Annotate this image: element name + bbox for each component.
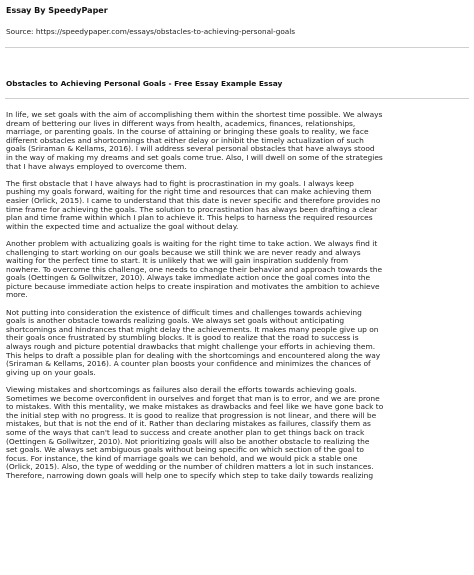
text-line: the initial step with no progress. It is good to realize that progression is not linear, and there will be	[6, 411, 377, 420]
text-line: waiting for the perfect time to start. It is unlikely that we will gain inspiration suddenly from	[6, 257, 349, 266]
text-line: picture because immediate action helps to create inspiration and motivates the ambition to achieve	[6, 282, 380, 291]
text-line: nowhere. To overcome this challenge, one needs to change their behavior and approach towards the	[6, 265, 383, 274]
text-line: shortcomings and hindrances that might delay the achievements. It makes many people give up on	[6, 325, 379, 334]
text-line: pushing my goals forward, waiting for the right time and resources that can make achieving them	[6, 188, 372, 197]
essay-title: Obstacles to Achieving Personal Goals - Free Essay Example Essay	[6, 79, 283, 88]
text-line: The first obstacle that I have always had to fight is procrastination in my goals. I always keep	[6, 179, 354, 188]
text-line: Viewing mistakes and shortcomings as failures also derail the efforts towards achieving goals.	[6, 386, 357, 394]
text-line: goals (Oettingen & Gollwitzer, 2010). Always take immediate action once the goal comes into the	[6, 274, 371, 283]
text-line: more.	[6, 291, 28, 300]
text-line: (Sriraman & Kellams, 2016). A counter plan boosts your confidence and minimizes the chances of	[6, 360, 371, 369]
text-line: easier (Orlick, 2015). I came to understand that this date is never specific and therefore provides no	[6, 196, 381, 205]
text-line: time frame for achieving the goals. The solution to procrastination has always been drafting a clear	[6, 205, 378, 214]
text-line: within the expected time and actualize the goal without delay.	[6, 222, 239, 231]
title-divider	[5, 98, 469, 99]
text-line: in the way of making my dreams and set goals come true. Also, I will dwell on some of the strategies	[6, 153, 383, 162]
text-line: plan and time frame within which I plan to achieve it. This helps to harness the required resources	[6, 214, 373, 223]
text-line: always rough and picture potential drawbacks that might challenge your efforts in achieving them.	[6, 343, 376, 352]
text-line: challenging to start working on our goals because we still think we are never ready and always	[6, 248, 361, 257]
text-line: giving up on your goals.	[6, 368, 96, 377]
paragraph	[6, 309, 470, 378]
text-line: goals (Sriraman & Kellams, 2016). I will address several personal obstacles that have always stood	[6, 145, 375, 154]
text-line: (Orlick, 2015). Also, the type of wedding or the number of children matters a lot in such instances.	[6, 463, 374, 472]
text-line: focus. For instance, the kind of marriage goals we can behold, and we would pick a stable one	[6, 454, 358, 463]
text-line: (Oettingen & Gollwitzer, 2010). Not prioritizing goals will also be another obstacle to realizing the	[6, 437, 370, 446]
text-line: their goals once frustrated by stumbling blocks. It is good to realize that the road to success is	[6, 334, 359, 343]
text-line: This helps to draft a possible plan for dealing with the shortcomings and encountered along the way	[6, 351, 381, 360]
paragraph	[6, 386, 470, 481]
text-line: mistakes, but that is not the end of it. Rather than declaring mistakes as failures, classify them as	[6, 420, 371, 429]
top-divider	[5, 47, 469, 48]
text-line: In life, we set goals with the aim of accomplishing them within the shortest time possible. We always	[6, 111, 383, 119]
essay-by-label: Essay By SpeedyPaper	[6, 6, 108, 15]
text-line: marriage, or parenting goals. In the course of attaining or bringing these goals to reality, we face	[6, 128, 369, 137]
paragraph	[6, 111, 470, 171]
text-line: Sometimes we become overconfident in ourselves and forget that man is to error, and we are prone	[6, 394, 380, 403]
text-line: goals is another obstacle towards realizing goals. We always set goals without anticipating	[6, 317, 345, 326]
paragraph	[6, 180, 470, 232]
text-line: Therefore, narrowing down goals will help one to specify which step to take daily towards realizing	[6, 471, 374, 480]
text-line: Another problem with actualizing goals is waiting for the right time to take action. We always find it	[6, 239, 378, 248]
text-line: that I have always employed to overcome them.	[6, 162, 187, 171]
source-line: Source: https://speedypaper.com/essays/obstacles-to-achieving-personal-goals	[6, 27, 296, 36]
text-line: to mistakes. With this mentality, we make mistakes as drawbacks and feel like we have gone back to	[6, 403, 384, 412]
text-line: Not putting into consideration the existence of difficult times and challenges towards achieving	[6, 308, 362, 317]
text-line: some of the ways that can't lead to success and create another plan to get things back on track	[6, 428, 365, 437]
text-line: set goals. We always set ambiguous goals without being specific on which section of the goal to	[6, 446, 364, 455]
paragraph	[6, 240, 470, 300]
essay-body	[6, 111, 470, 489]
text-line: different obstacles and shortcomings that either delay or inhibit the timely actualization of such	[6, 136, 364, 145]
text-line: dream of bettering our lives in different ways from health, academics, finances, relationships,	[6, 119, 356, 128]
